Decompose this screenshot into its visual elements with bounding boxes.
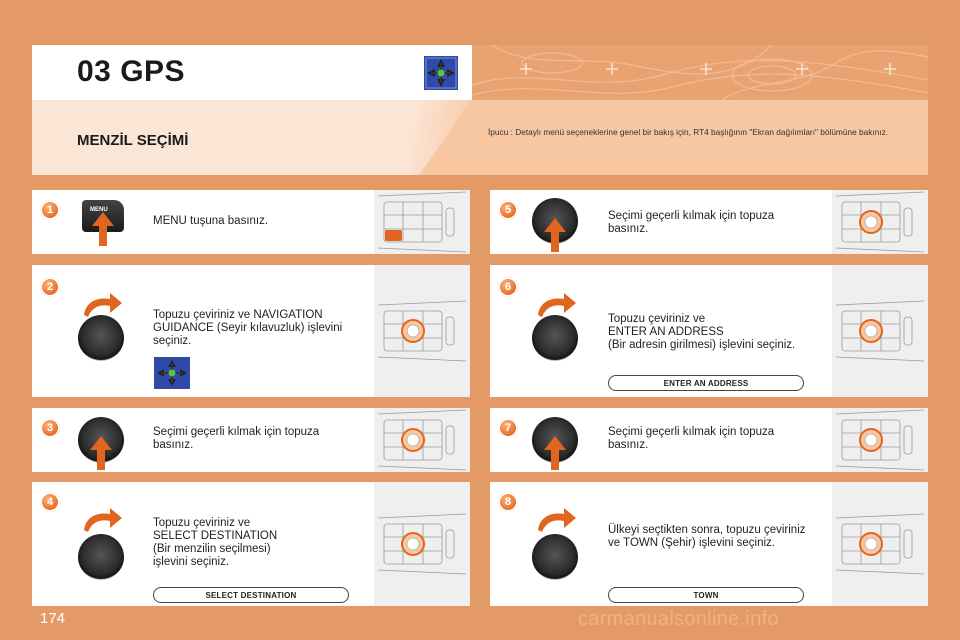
step-instruction: MENU tuşuna basınız. — [153, 215, 269, 227]
radio-panel-icon — [374, 265, 470, 397]
rotary-knob-icon — [78, 315, 124, 361]
knob-center — [865, 538, 877, 550]
instruction-line: (Bir menzilin seçilmesi) — [153, 543, 271, 555]
instruction-line: (Bir adresin girilmesi) işlevini seçiniz. — [608, 339, 796, 351]
knob-center — [407, 538, 419, 550]
step-instruction: Topuzu çeviriniz ve NAVIGATION GUIDANCE (Seyir kılavuzluk) işlevini seçiniz. — [153, 309, 343, 347]
turn-arrow-icon — [82, 291, 122, 317]
knob-center — [407, 434, 419, 446]
step-number-badge: 3 — [40, 418, 60, 438]
instruction-line: SELECT DESTINATION — [153, 530, 278, 542]
knob-center — [865, 434, 877, 446]
panel-slot — [904, 426, 912, 454]
menu-button-label: MENU — [90, 207, 108, 213]
instruction-line: işlevini seçiniz. — [153, 556, 230, 568]
press-arrow-icon — [544, 436, 566, 470]
radio-panel-icon — [374, 408, 470, 472]
watermark: carmanualsonline.info — [578, 608, 779, 630]
radio-panel-icon — [832, 408, 928, 472]
tip-text: İpucu : Detaylı menü seçeneklerine genel bir bakış için, RT4 başlığının "Ekran dağılımları" bölümüne bakınız. — [488, 127, 889, 137]
step-instruction: Ülkeyi seçtikten sonra, topuzu çeviriniz ve TOWN (Şehir) işlevini seçiniz. — [608, 524, 806, 549]
step-card-2 — [32, 265, 470, 397]
panel-slot — [446, 317, 454, 345]
panel-slot — [904, 317, 912, 345]
step-number-badge: 5 — [498, 200, 518, 220]
instruction-line: Topuzu çeviriniz ve — [153, 517, 251, 529]
step-card-3 — [32, 408, 470, 472]
gps-crosshair-icon — [154, 357, 190, 389]
step-instruction: Seçimi geçerli kılmak için topuza basınız. — [153, 426, 320, 451]
turn-arrow-icon — [536, 506, 576, 532]
step-number-badge: 4 — [40, 492, 60, 512]
instruction-line: Topuzu çeviriniz ve — [608, 313, 706, 325]
step-instruction — [153, 517, 353, 569]
knob-center — [865, 325, 877, 337]
step-card-8 — [490, 482, 928, 606]
panel-outline — [378, 192, 466, 252]
press-arrow-icon — [90, 436, 112, 470]
panel-slot — [904, 208, 912, 236]
radio-panel-icon — [374, 482, 470, 606]
panel-slot — [446, 426, 454, 454]
panel-slot — [904, 530, 912, 558]
panel-slot — [446, 208, 454, 236]
step-number-badge: 8 — [498, 492, 518, 512]
chapter-header — [32, 45, 928, 175]
instruction-line: ENTER AN ADDRESS — [608, 326, 724, 338]
menu-option-pill: TOWN — [608, 587, 804, 603]
radio-panel-icon — [832, 190, 928, 254]
rotary-knob-icon — [78, 534, 124, 580]
turn-arrow-icon — [536, 291, 576, 317]
press-arrow-icon — [544, 218, 566, 252]
header-map-pattern — [472, 45, 928, 100]
menu-option-pill: ENTER AN ADDRESS — [608, 375, 804, 391]
step-card-5 — [490, 190, 928, 254]
radio-panel-icon — [374, 190, 470, 254]
step-card-1 — [32, 190, 470, 254]
knob-center — [865, 216, 877, 228]
step-instruction — [608, 313, 823, 352]
menu-key-highlight — [385, 230, 402, 241]
step-number-badge: 1 — [40, 200, 60, 220]
rotary-knob-icon — [532, 534, 578, 580]
radio-panel-icon — [832, 482, 928, 606]
section-title: MENZİL SEÇİMİ — [77, 132, 189, 149]
step-card-6 — [490, 265, 928, 397]
menu-option-pill: SELECT DESTINATION — [153, 587, 349, 603]
turn-arrow-icon — [82, 506, 122, 532]
gps-crosshair-icon — [424, 56, 458, 90]
step-number-badge: 2 — [40, 277, 60, 297]
step-card-7 — [490, 408, 928, 472]
step-card-4 — [32, 482, 470, 606]
chapter-title: 03 GPS — [77, 55, 186, 88]
step-instruction: Seçimi geçerli kılmak için topuza basınız. — [608, 426, 775, 451]
page-number: 174 — [40, 610, 66, 627]
press-arrow-icon — [92, 212, 114, 246]
rotary-knob-icon — [532, 315, 578, 361]
panel-slot — [446, 530, 454, 558]
knob-center — [407, 325, 419, 337]
radio-panel-icon — [832, 265, 928, 397]
step-number-badge: 7 — [498, 418, 518, 438]
step-instruction: Seçimi geçerli kılmak için topuza basınız. — [608, 210, 775, 235]
step-number-badge: 6 — [498, 277, 518, 297]
